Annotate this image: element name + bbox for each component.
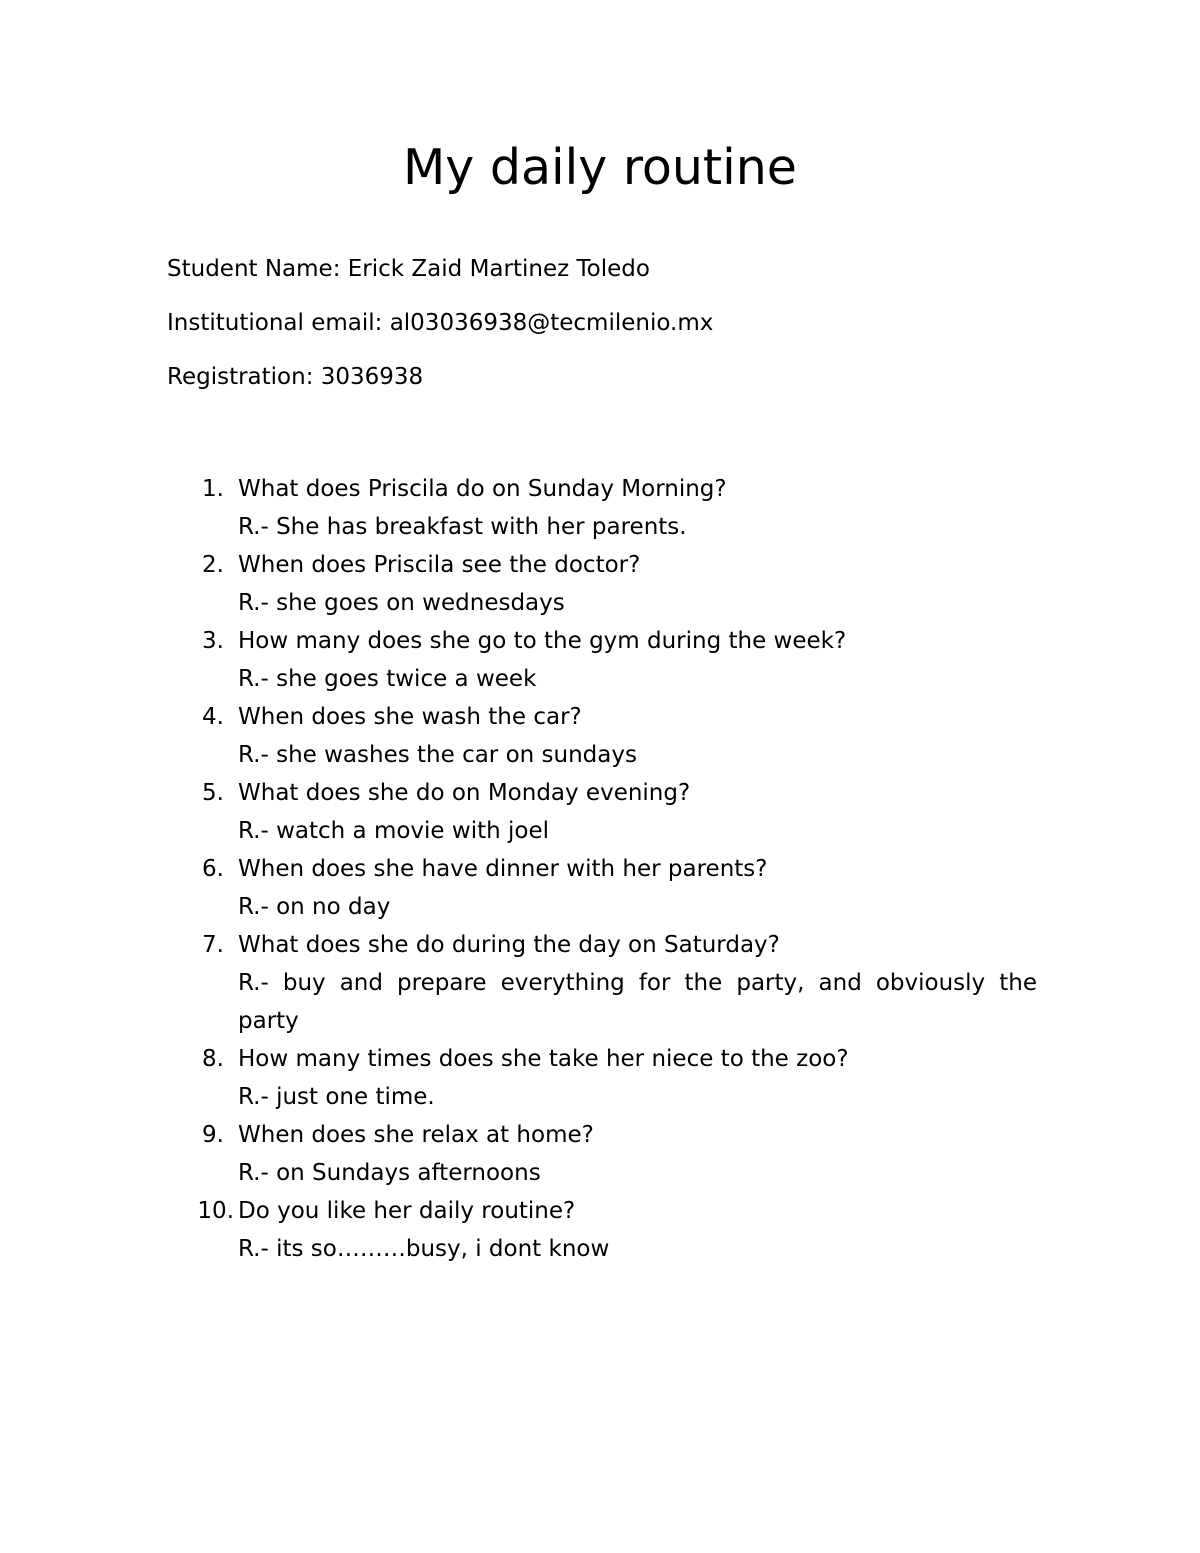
question-item xyxy=(167,926,1037,1040)
page-title: My daily routine xyxy=(403,139,797,196)
question-number: 6. xyxy=(202,856,224,882)
question-number: 1. xyxy=(202,476,224,502)
student-name-line: Student Name: Erick Zaid Martinez Toledo xyxy=(167,256,650,282)
registration-line: Registration: 3036938 xyxy=(167,364,424,390)
question-item xyxy=(167,1192,1037,1268)
answer-text: R.- watch a movie with joel xyxy=(238,818,549,844)
question-text: When does Priscila see the doctor? xyxy=(238,552,641,578)
answer-text: R.- on no day xyxy=(238,894,391,920)
answer-text: R.- on Sundays afternoons xyxy=(238,1160,541,1186)
question-number: 10. xyxy=(197,1198,234,1224)
question-number: 4. xyxy=(202,704,224,730)
answer-text: R.- buy and prepare everything for the party, and obviously the party xyxy=(238,970,1037,1034)
questions-list xyxy=(167,470,1037,1268)
question-text: What does she do during the day on Saturday? xyxy=(238,932,780,958)
question-text: When does she have dinner with her parents? xyxy=(238,856,768,882)
answer-text: R.- its so………busy, i dont know xyxy=(238,1236,610,1262)
question-item xyxy=(167,1040,1037,1116)
question-text: When does she relax at home? xyxy=(238,1122,594,1148)
question-number: 9. xyxy=(202,1122,224,1148)
question-item xyxy=(167,774,1037,850)
question-number: 3. xyxy=(202,628,224,654)
answer-text: R.- she goes on wednesdays xyxy=(238,590,565,616)
question-text: Do you like her daily routine? xyxy=(238,1198,576,1224)
question-item xyxy=(167,470,1037,546)
question-number: 5. xyxy=(202,780,224,806)
question-text: When does she wash the car? xyxy=(238,704,582,730)
question-item xyxy=(167,698,1037,774)
question-item xyxy=(167,622,1037,698)
answer-text: R.- she goes twice a week xyxy=(238,666,537,692)
question-item xyxy=(167,1116,1037,1192)
question-text: How many does she go to the gym during the week? xyxy=(238,628,847,654)
answer-text: R.- she washes the car on sundays xyxy=(238,742,637,768)
question-number: 7. xyxy=(202,932,224,958)
question-item xyxy=(167,546,1037,622)
question-number: 8. xyxy=(202,1046,224,1072)
question-text: How many times does she take her niece to the zoo? xyxy=(238,1046,849,1072)
question-item xyxy=(167,850,1037,926)
question-text: What does she do on Monday evening? xyxy=(238,780,691,806)
answer-text: R.- She has breakfast with her parents. xyxy=(238,514,687,540)
institutional-email-line: Institutional email: al03036938@tecmilenio.mx xyxy=(167,310,714,336)
question-number: 2. xyxy=(202,552,224,578)
question-text: What does Priscila do on Sunday Morning? xyxy=(238,476,727,502)
answer-text: R.- just one time. xyxy=(238,1084,435,1110)
